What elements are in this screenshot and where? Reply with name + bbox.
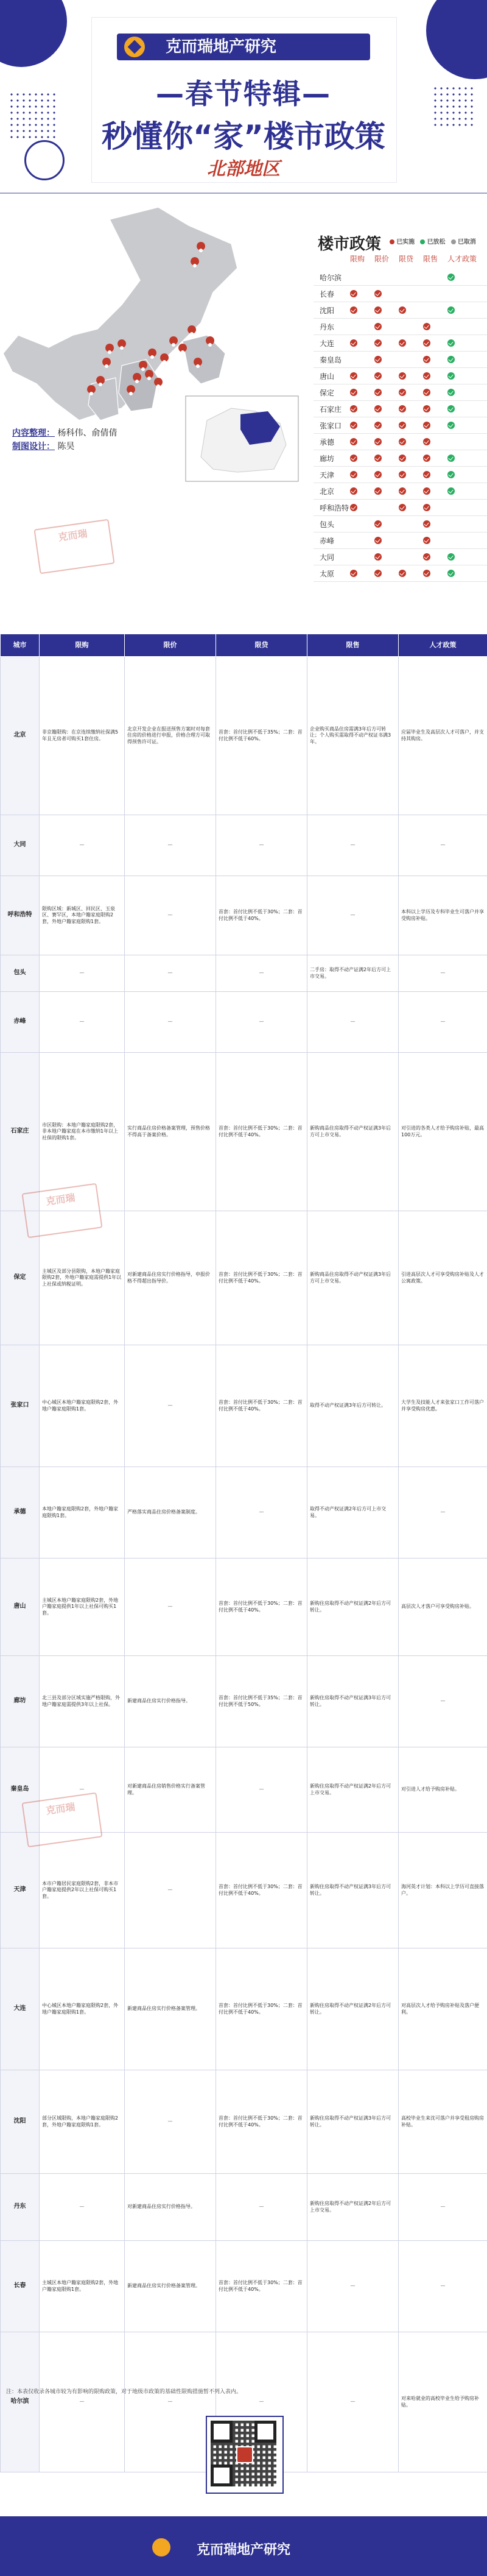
qr-eye-icon	[211, 2465, 233, 2486]
table-cell: 首套：首付比例不低于30%；二套：首付比例不低于40%。	[216, 1211, 307, 1345]
table-cell-city: 沈阳	[1, 2070, 40, 2174]
table-row	[1, 1948, 487, 2070]
table-row	[1, 955, 487, 992]
table-cell: —	[125, 2070, 216, 2174]
policy-row	[314, 286, 487, 302]
table-cell: —	[40, 992, 125, 1053]
check-red-icon	[350, 372, 357, 380]
check-red-icon	[374, 405, 382, 412]
table-cell: —	[125, 955, 216, 992]
org-logo-icon	[124, 37, 145, 57]
table-cell: —	[399, 2174, 487, 2241]
table-cell: —	[399, 815, 487, 876]
check-red-icon	[350, 306, 357, 314]
check-red-icon	[423, 504, 430, 511]
table-row	[1, 1345, 487, 1467]
check-red-icon	[374, 537, 382, 544]
policy-row-city: 唐山	[320, 372, 335, 381]
check-red-icon	[374, 372, 382, 380]
check-red-icon	[350, 422, 357, 429]
table-cell: 新购住房取得不动产权证满3年后方可转让。	[307, 2070, 399, 2174]
table-cell-city: 唐山	[1, 1559, 40, 1656]
table-cell: 北京开发企业在报送预售方案时对每套住房的价格进行申报，价格合理方可取得预售许可证。	[125, 657, 216, 815]
table-cell-city: 石家庄	[1, 1053, 40, 1211]
table-cell: 应届毕业生及高层次人才可落户，并支持其购房。	[399, 657, 487, 815]
table-cell: 首套：首付比例不低于30%；二套：首付比例不低于40%。	[216, 1559, 307, 1656]
table-cell: —	[40, 2174, 125, 2241]
table-cell: 企业购买商品住房需满3年后方可转让；个人购买需取得不动产权证书满3年。	[307, 657, 399, 815]
policy-row	[314, 500, 487, 516]
check-green-icon	[447, 306, 455, 314]
check-red-icon	[399, 471, 406, 478]
check-red-icon	[399, 487, 406, 495]
check-red-icon	[423, 487, 430, 495]
table-cell: 对新建商品住房实行价格指导。	[125, 2174, 216, 2241]
table-cell: —	[216, 815, 307, 876]
table-cell: 新购住房取得不动产权证满2年后方可上市交易。	[307, 2174, 399, 2241]
table-cell: —	[125, 992, 216, 1053]
legend-label-1: 已实施	[396, 239, 415, 246]
table-cell: 取得不动产权证满3年后方可转让。	[307, 1345, 399, 1467]
table-cell: 中心城区本地户籍家庭限购2套，外地户籍家庭限购1套。	[40, 1345, 125, 1467]
check-green-icon	[447, 356, 455, 363]
table-cell: 中心城区本地户籍家庭限购2套，外地户籍家庭限购1套。	[40, 1948, 125, 2070]
header-city: 城市	[1, 634, 40, 657]
legend-green-icon	[420, 239, 425, 244]
policy-row	[314, 417, 487, 434]
decor-ring	[24, 140, 65, 180]
table-cell: 新购商品住房取得不动产权证满3年后方可上市交易。	[307, 1211, 399, 1345]
policy-row	[314, 565, 487, 582]
check-green-icon	[447, 389, 455, 396]
policy-row	[314, 434, 487, 450]
policy-row	[314, 352, 487, 368]
check-red-icon	[423, 455, 430, 462]
check-red-icon	[374, 356, 382, 363]
table-row	[1, 2070, 487, 2174]
policy-row	[314, 483, 487, 500]
check-red-icon	[423, 553, 430, 561]
table-row	[1, 2241, 487, 2332]
policy-row-city: 长春	[320, 290, 335, 299]
check-red-icon	[350, 455, 357, 462]
table-cell: 对新建商品住房销售价格实行备案管理。	[125, 1747, 216, 1833]
table-cell: 高层次人才落户可享受购房补贴。	[399, 1559, 487, 1656]
policy-row-city: 呼和浩特	[320, 504, 349, 512]
table-cell: 新购住房取得不动产权证满3年后方可转让。	[307, 1656, 399, 1747]
policy-row-city: 保定	[320, 389, 335, 397]
check-red-icon	[423, 372, 430, 380]
table-cell: —	[307, 876, 399, 955]
legend-grey-icon	[451, 239, 456, 244]
check-red-icon	[350, 339, 357, 347]
check-red-icon	[423, 570, 430, 577]
table-cell: 北三县及部分区域实施严格限购，外地户籍家庭需提供3年以上社保。	[40, 1656, 125, 1747]
table-cell: 本科以上学历及专科毕业生可落户并享受购房补贴。	[399, 876, 487, 955]
table-cell: —	[125, 1559, 216, 1656]
header-sale: 限售	[307, 634, 399, 657]
table-cell: —	[307, 2241, 399, 2332]
policy-row	[314, 516, 487, 533]
check-red-icon	[423, 520, 430, 528]
check-green-icon	[447, 553, 455, 561]
decor-dots-left	[9, 91, 57, 140]
policy-row-city: 包头	[320, 520, 335, 529]
table-cell: —	[216, 992, 307, 1053]
table-cell: —	[40, 2332, 125, 2472]
check-red-icon	[350, 438, 357, 445]
table-cell: 新建商品住房实行价格备案管理。	[125, 2241, 216, 2332]
check-red-icon	[423, 405, 430, 412]
policy-rows	[314, 269, 487, 582]
policy-row-city: 太原	[320, 570, 335, 578]
policy-col-sale: 限售	[423, 255, 438, 263]
check-red-icon	[399, 438, 406, 445]
table-cell: —	[307, 992, 399, 1053]
design-label: 制图设计：	[12, 442, 55, 451]
table-cell: 对引进人才给予购房补贴。	[399, 1747, 487, 1833]
table-cell-city: 天津	[1, 1833, 40, 1948]
check-red-icon	[423, 356, 430, 363]
table-cell-city: 丹东	[1, 2174, 40, 2241]
table-cell: 限购区域：新城区、回民区、玉泉区、赛罕区，本地户籍家庭限购2套，外地户籍家庭限购1套。	[40, 876, 125, 955]
table-cell: 新购住房取得不动产权证满2年后方可转让。	[307, 1948, 399, 2070]
title-line-1: —春节特辑—	[156, 77, 331, 110]
policy-col-price: 限价	[374, 255, 390, 263]
policy-row	[314, 401, 487, 417]
table-cell: 主城区本地户籍家庭限购2套，外地户籍家庭提供1年以上社保可购买1套。	[40, 1559, 125, 1656]
table-cell: 首套：首付比例不低于35%；二套：首付比例不低于50%。	[216, 1656, 307, 1747]
footer-org: 克而瑞地产研究	[196, 2542, 290, 2558]
check-red-icon	[374, 455, 382, 462]
table-cell: —	[307, 2332, 399, 2472]
header-price: 限价	[125, 634, 216, 657]
table-cell: 严格落实商品住房价格备案制度。	[125, 1467, 216, 1559]
table-cell: —	[125, 1833, 216, 1948]
policy-row-city: 丹东	[320, 323, 335, 331]
check-red-icon	[399, 422, 406, 429]
content-label: 内容整理：	[12, 428, 55, 438]
watermark-stamp-2: 克而瑞	[21, 1183, 102, 1239]
table-cell-city: 廊坊	[1, 1656, 40, 1747]
table-cell: 二手房：取得不动产证满2年后方可上市交易。	[307, 955, 399, 992]
table-row	[1, 1467, 487, 1559]
qr-eye-icon	[211, 2421, 233, 2443]
table-row	[1, 1656, 487, 1747]
table-cell: —	[125, 1345, 216, 1467]
check-red-icon	[350, 290, 357, 297]
table-body	[1, 657, 487, 2472]
decor-dots-right	[432, 85, 475, 128]
check-red-icon	[399, 455, 406, 462]
header-loan: 限贷	[216, 634, 307, 657]
check-green-icon	[447, 274, 455, 281]
policy-title: 楼市政策	[318, 235, 382, 253]
policy-row	[314, 467, 487, 483]
table-cell: —	[40, 955, 125, 992]
region-subtitle: 北部地区	[207, 158, 280, 180]
check-green-icon	[447, 405, 455, 412]
policy-row	[314, 302, 487, 319]
policy-row-city: 秦皇岛	[320, 356, 342, 364]
header-talent: 人才政策	[399, 634, 487, 657]
table-cell: 新购商品住房取得不动产权证满3年后方可上市交易。	[307, 1053, 399, 1211]
table-cell-city: 长春	[1, 2241, 40, 2332]
table-cell: 本地户籍家庭限购2套，外地户籍家庭限购1套。	[40, 1467, 125, 1559]
check-red-icon	[399, 389, 406, 396]
table-cell: —	[216, 1747, 307, 1833]
check-green-icon	[447, 570, 455, 577]
table-cell-city: 哈尔滨	[1, 2332, 40, 2472]
table-cell: 海河英才计划：本科以上学历可直接落户。	[399, 1833, 487, 1948]
table-cell: 首套：首付比例不低于30%；二套：首付比例不低于40%。	[216, 1833, 307, 1948]
table-row	[1, 657, 487, 815]
policy-column-headers	[350, 253, 487, 267]
check-red-icon	[374, 570, 382, 577]
table-cell: 对引进的各类人才给予购房补贴，最高100万元。	[399, 1053, 487, 1211]
table-cell: —	[40, 815, 125, 876]
check-green-icon	[447, 422, 455, 429]
check-red-icon	[374, 422, 382, 429]
table-cell: —	[216, 1467, 307, 1559]
table-cell: 新购住房取得不动产权证满2年后方可上市交易。	[307, 1747, 399, 1833]
table-cell: 对来哈就业的高校毕业生给予购房补贴。	[399, 2332, 487, 2472]
check-red-icon	[350, 504, 357, 511]
table-cell-city: 保定	[1, 1211, 40, 1345]
check-red-icon	[374, 290, 382, 297]
divider	[0, 193, 487, 194]
table-row	[1, 2174, 487, 2241]
qr-logo-icon	[236, 2446, 253, 2463]
check-green-icon	[447, 487, 455, 495]
map-liaoning	[183, 335, 225, 384]
policy-row-city: 承德	[320, 438, 335, 447]
check-red-icon	[374, 339, 382, 347]
table-cell: 对高层次人才给予购房补贴及落户便利。	[399, 1948, 487, 2070]
policy-row-city: 赤峰	[320, 537, 335, 545]
check-red-icon	[399, 405, 406, 412]
table-row	[1, 1833, 487, 1948]
table-row	[1, 1559, 487, 1656]
table-cell: 高校毕业生来沈可落户并享受租房购房补贴。	[399, 2070, 487, 2174]
table-cell: 主城区本地户籍家庭限购2套，外地户籍家庭限购1套。	[40, 2241, 125, 2332]
legend-label-3: 已取消	[457, 239, 476, 246]
check-red-icon	[423, 471, 430, 478]
table-note: 注：本表仅收录各城市较为有影响的限购政策，对于地级市政策的基础性限购措施暂不列入表内。	[6, 2389, 242, 2395]
table-cell: —	[125, 815, 216, 876]
table-cell: —	[399, 1656, 487, 1747]
policy-row-city: 沈阳	[320, 306, 335, 315]
policy-row-city: 大连	[320, 339, 335, 348]
table-cell: 对新建商品住房实行价格指导，申报价格不得超出指导价。	[125, 1211, 216, 1345]
table-cell-city: 大连	[1, 1948, 40, 2070]
check-red-icon	[374, 520, 382, 528]
table-cell-city: 大同	[1, 815, 40, 876]
table-cell: —	[125, 876, 216, 955]
policy-row	[314, 335, 487, 352]
check-red-icon	[399, 504, 406, 511]
policy-row-city: 大同	[320, 553, 335, 562]
policy-row	[314, 368, 487, 384]
policy-row-city: 石家庄	[320, 405, 342, 414]
table-cell: 首套：首付比例不低于30%；二套：首付比例不低于40%。	[216, 2241, 307, 2332]
table-header-row	[1, 634, 487, 657]
check-red-icon	[423, 537, 430, 544]
check-red-icon	[350, 487, 357, 495]
check-red-icon	[423, 389, 430, 396]
check-red-icon	[374, 553, 382, 561]
check-red-icon	[399, 372, 406, 380]
table-cell: —	[399, 955, 487, 992]
check-red-icon	[374, 389, 382, 396]
table-row	[1, 876, 487, 955]
check-red-icon	[350, 389, 357, 396]
header-purchase: 限购	[40, 634, 125, 657]
table-cell: 取得不动产权证满2年后方可上市交易。	[307, 1467, 399, 1559]
policy-row-city: 哈尔滨	[320, 274, 342, 282]
legend-red-icon	[390, 239, 394, 244]
check-green-icon	[447, 455, 455, 462]
table-cell-city: 秦皇岛	[1, 1747, 40, 1833]
check-red-icon	[350, 405, 357, 412]
table-cell-city: 包头	[1, 955, 40, 992]
table-cell: —	[125, 2332, 216, 2472]
table-cell: 新建商品住房实行价格指导。	[125, 1656, 216, 1747]
policy-row-city: 张家口	[320, 422, 342, 430]
content-value: 杨科伟、俞倩倩	[57, 428, 117, 438]
check-green-icon	[447, 471, 455, 478]
watermark-stamp-3: 克而瑞	[21, 1792, 102, 1848]
table-cell: 首套：首付比例不低于30%；二套：首付比例不低于40%。	[216, 876, 307, 955]
check-red-icon	[399, 306, 406, 314]
check-red-icon	[374, 323, 382, 330]
policy-row	[314, 319, 487, 335]
table-row	[1, 992, 487, 1053]
check-red-icon	[423, 339, 430, 347]
table-cell: 市区限购：本地户籍家庭限购2套，非本地户籍家庭在本市缴纳1年以上社保的限购1套。	[40, 1053, 125, 1211]
table-cell: 非京籍限购：在京连续缴纳社保满5年且无房者可购买1套住房。	[40, 657, 125, 815]
table-cell: 新购住房取得不动产权证满3年后方可转让。	[307, 1833, 399, 1948]
check-green-icon	[447, 372, 455, 380]
table-cell: 部分区域限购，本地户籍家庭限购2套，外地户籍家庭限购1套。	[40, 2070, 125, 2174]
policy-legend	[390, 236, 480, 246]
table-cell: 首套：首付比例不低于35%；二套：首付比例不低于60%。	[216, 657, 307, 815]
table-cell: 新建商品住房实行价格备案管理。	[125, 1948, 216, 2070]
check-red-icon	[350, 471, 357, 478]
policy-col-talent: 人才政策	[447, 255, 477, 263]
watermark-stamp: 克而瑞	[33, 519, 114, 575]
table-cell-city: 张家口	[1, 1345, 40, 1467]
check-green-icon	[447, 339, 455, 347]
policy-row	[314, 450, 487, 467]
qr-eye-icon	[254, 2421, 276, 2443]
table-cell: —	[40, 1747, 125, 1833]
table-cell: —	[399, 992, 487, 1053]
policy-row	[314, 269, 487, 286]
producer-credits	[12, 426, 117, 453]
table-cell: —	[216, 955, 307, 992]
policy-row	[314, 533, 487, 549]
legend-label-2: 已放松	[427, 239, 446, 246]
table-cell: 首套：首付比例不低于30%；二套：首付比例不低于40%。	[216, 1345, 307, 1467]
check-red-icon	[423, 438, 430, 445]
policy-row	[314, 384, 487, 401]
policy-row-city: 天津	[320, 471, 335, 479]
table-cell: —	[399, 1467, 487, 1559]
table-cell: 本市户籍居民家庭限购2套，非本市户籍家庭提供2年以上社保可购买1套。	[40, 1833, 125, 1948]
table-cell: —	[216, 2332, 307, 2472]
check-red-icon	[350, 570, 357, 577]
policy-col-loan: 限贷	[399, 255, 414, 263]
org-banner: 克而瑞地产研究	[117, 34, 370, 60]
table-cell: —	[399, 2241, 487, 2332]
policy-row-city: 廊坊	[320, 455, 335, 463]
page-title: 秒懂你“家”楼市政策	[102, 119, 385, 154]
table-cell-city: 北京	[1, 657, 40, 815]
table-cell-city: 呼和浩特	[1, 876, 40, 955]
policy-row-city: 北京	[320, 487, 335, 496]
table-cell: —	[216, 2174, 307, 2241]
table-cell: 大学生及技能人才来张家口工作可落户并享受购房优惠。	[399, 1345, 487, 1467]
policy-col-purchase: 限购	[350, 255, 365, 263]
check-red-icon	[423, 422, 430, 429]
check-red-icon	[374, 471, 382, 478]
policy-table	[0, 634, 487, 2472]
table-cell: 首套：首付比例不低于30%；二套：首付比例不低于40%。	[216, 1053, 307, 1211]
table-row	[1, 815, 487, 876]
check-red-icon	[374, 487, 382, 495]
check-red-icon	[423, 323, 430, 330]
check-red-icon	[374, 306, 382, 314]
check-red-icon	[399, 570, 406, 577]
table-cell: 主城区及部分县限购，本地户籍家庭限购2套，外地户籍家庭需提供1年以上社保或纳税证明。	[40, 1211, 125, 1345]
table-cell: 首套：首付比例不低于30%；二套：首付比例不低于40%。	[216, 2070, 307, 2174]
table-cell: 新购住房取得不动产权证满2年后方可转让。	[307, 1559, 399, 1656]
table-cell-city: 赤峰	[1, 992, 40, 1053]
table-cell: 首套：首付比例不低于30%；二套：首付比例不低于40%。	[216, 1948, 307, 2070]
table-cell: 实行商品住房价格备案管理，预售价格不得高于备案价格。	[125, 1053, 216, 1211]
design-value: 陈昊	[57, 442, 75, 451]
table-cell: —	[307, 815, 399, 876]
table-cell: 引进高层次人才可享受购房补贴及人才公寓政策。	[399, 1211, 487, 1345]
table-cell-city: 承德	[1, 1467, 40, 1559]
policy-row	[314, 549, 487, 565]
check-red-icon	[399, 339, 406, 347]
check-red-icon	[374, 438, 382, 445]
